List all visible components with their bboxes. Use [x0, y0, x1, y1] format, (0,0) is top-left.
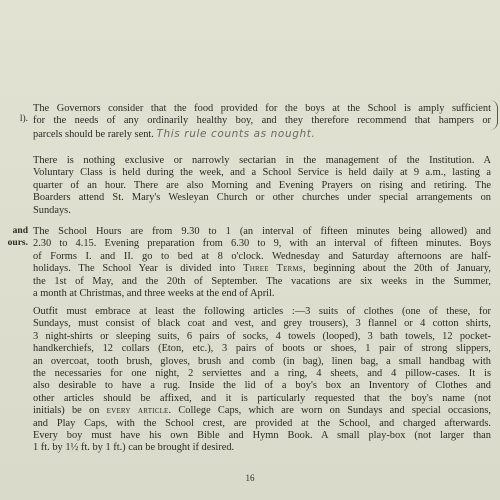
pencil-bracket: [489, 100, 498, 130]
paragraph-line: 2.30 to 4.15. Evening preparation from 6.30 to 9, with an interval of fifteen minutes. Boys: [33, 238, 491, 250]
paragraph-text: parcels should be rarely sent.: [33, 128, 154, 140]
paragraph-text: initials) be on: [33, 405, 107, 417]
paragraph-text: holidays. The School Year is divided into: [33, 263, 244, 275]
paragraph-line: Outfit must embrace at least the following articles :—3 suits of clothes (one of these, for: [33, 306, 491, 317]
paragraph-line: Voluntary Class is held during the week, and a School Service is held daily at 9 a.m., lasting a: [33, 167, 491, 179]
paragraph-line: the necessaries for one night, 2 serviettes and a ring, 4 sheets, and 4 pillow-cases. It is: [33, 368, 491, 380]
paragraph-line: [33, 128, 491, 141]
paragraph-line: 1 ft. by 1½ ft. by 1 ft.) can be brought if desired.: [33, 442, 235, 454]
paragraph-text: . College Caps, which are worn on Sundays and special occasions,: [168, 405, 491, 417]
paragraph-line: Boarders attend St. Mary's Wesleyan Church or other churches under special arrangements on: [33, 192, 491, 204]
paragraph-religion: [33, 155, 491, 217]
paragraph-line: quarter of an hour. There are also Morning and Evening Prayers on rising and retiring. The: [33, 179, 491, 191]
paragraph-line: The School Hours are from 9.30 to 1 (an interval of fifteen minutes being allowed) and: [33, 226, 491, 237]
three-terms-text: Three Terms: [243, 263, 303, 275]
margin-fragment-food: l).: [19, 114, 28, 124]
handwritten-note: This rule counts as nought.: [156, 127, 316, 140]
paragraph-line: of Forms I. and II. go to bed at 8 o'clock. Wednesday and Saturday afternoons are half-: [33, 250, 491, 262]
every-article-text: every article: [106, 405, 169, 417]
paragraph-line: and Play Caps, with the School crest, are provided at the School, and charged afterwards.: [33, 417, 491, 429]
paragraph-line: Every boy must have his own Bible and Hymn Book. A small play-box (not larger than: [33, 430, 491, 442]
paragraph-line: Sundays.: [33, 204, 71, 216]
paragraph-line: Sundays, must consist of black coat and vest, and grey trousers), 3 flannel or 4 cotton shirts,: [33, 318, 491, 330]
paragraph-outfit: [33, 306, 491, 455]
paragraph-line: an overcoat, tooth brush, gloves, brush and comb (in bag), linen bag, a small handbag with: [33, 355, 491, 367]
paragraph-line: the 1st of May, and the 20th of September. The vacations are six weeks in the Summer,: [33, 275, 491, 287]
paragraph-line: 3 night-shirts or sleeping suits, 6 pairs of socks, 4 towels (looped), 3 bath towels, 12 pocket-: [33, 330, 491, 342]
paragraph-line: There is nothing exclusive or narrowly sectarian in the management of the Institution. A: [33, 155, 491, 166]
paragraph-line: a month at Christmas, and three weeks at the end of April.: [33, 288, 275, 300]
paragraph-line: for the needs of any ordinarily healthy boy, and they therefore recommend that hampers or: [33, 115, 491, 127]
paragraph-line: handkerchiefs, 12 collars (Eton, etc.), 3 pairs of boots or shoes, 1 pair of strong slippers,: [33, 343, 491, 355]
paragraph-line: [33, 263, 491, 275]
margin-fragment-hours-1: and: [12, 226, 28, 236]
paragraph-school-hours: [33, 226, 491, 300]
paragraph-line: The Governors consider that the food provided for the boys at the School is amply sufficient: [33, 103, 491, 114]
margin-fragment-hours-2: ours.: [7, 238, 28, 248]
page-number: 16: [245, 473, 255, 483]
paragraph-line: other articles should be affixed, and it is particularly requested that the boy's name (not: [33, 392, 491, 404]
paragraph-text: , beginning about the 20th of January,: [302, 263, 491, 275]
paragraph-food: [33, 103, 491, 141]
paragraph-line: also desirable to have a rug. Inside the lid of a boy's box an Inventory of Clothes and: [33, 380, 491, 392]
paragraph-line: [33, 405, 491, 417]
